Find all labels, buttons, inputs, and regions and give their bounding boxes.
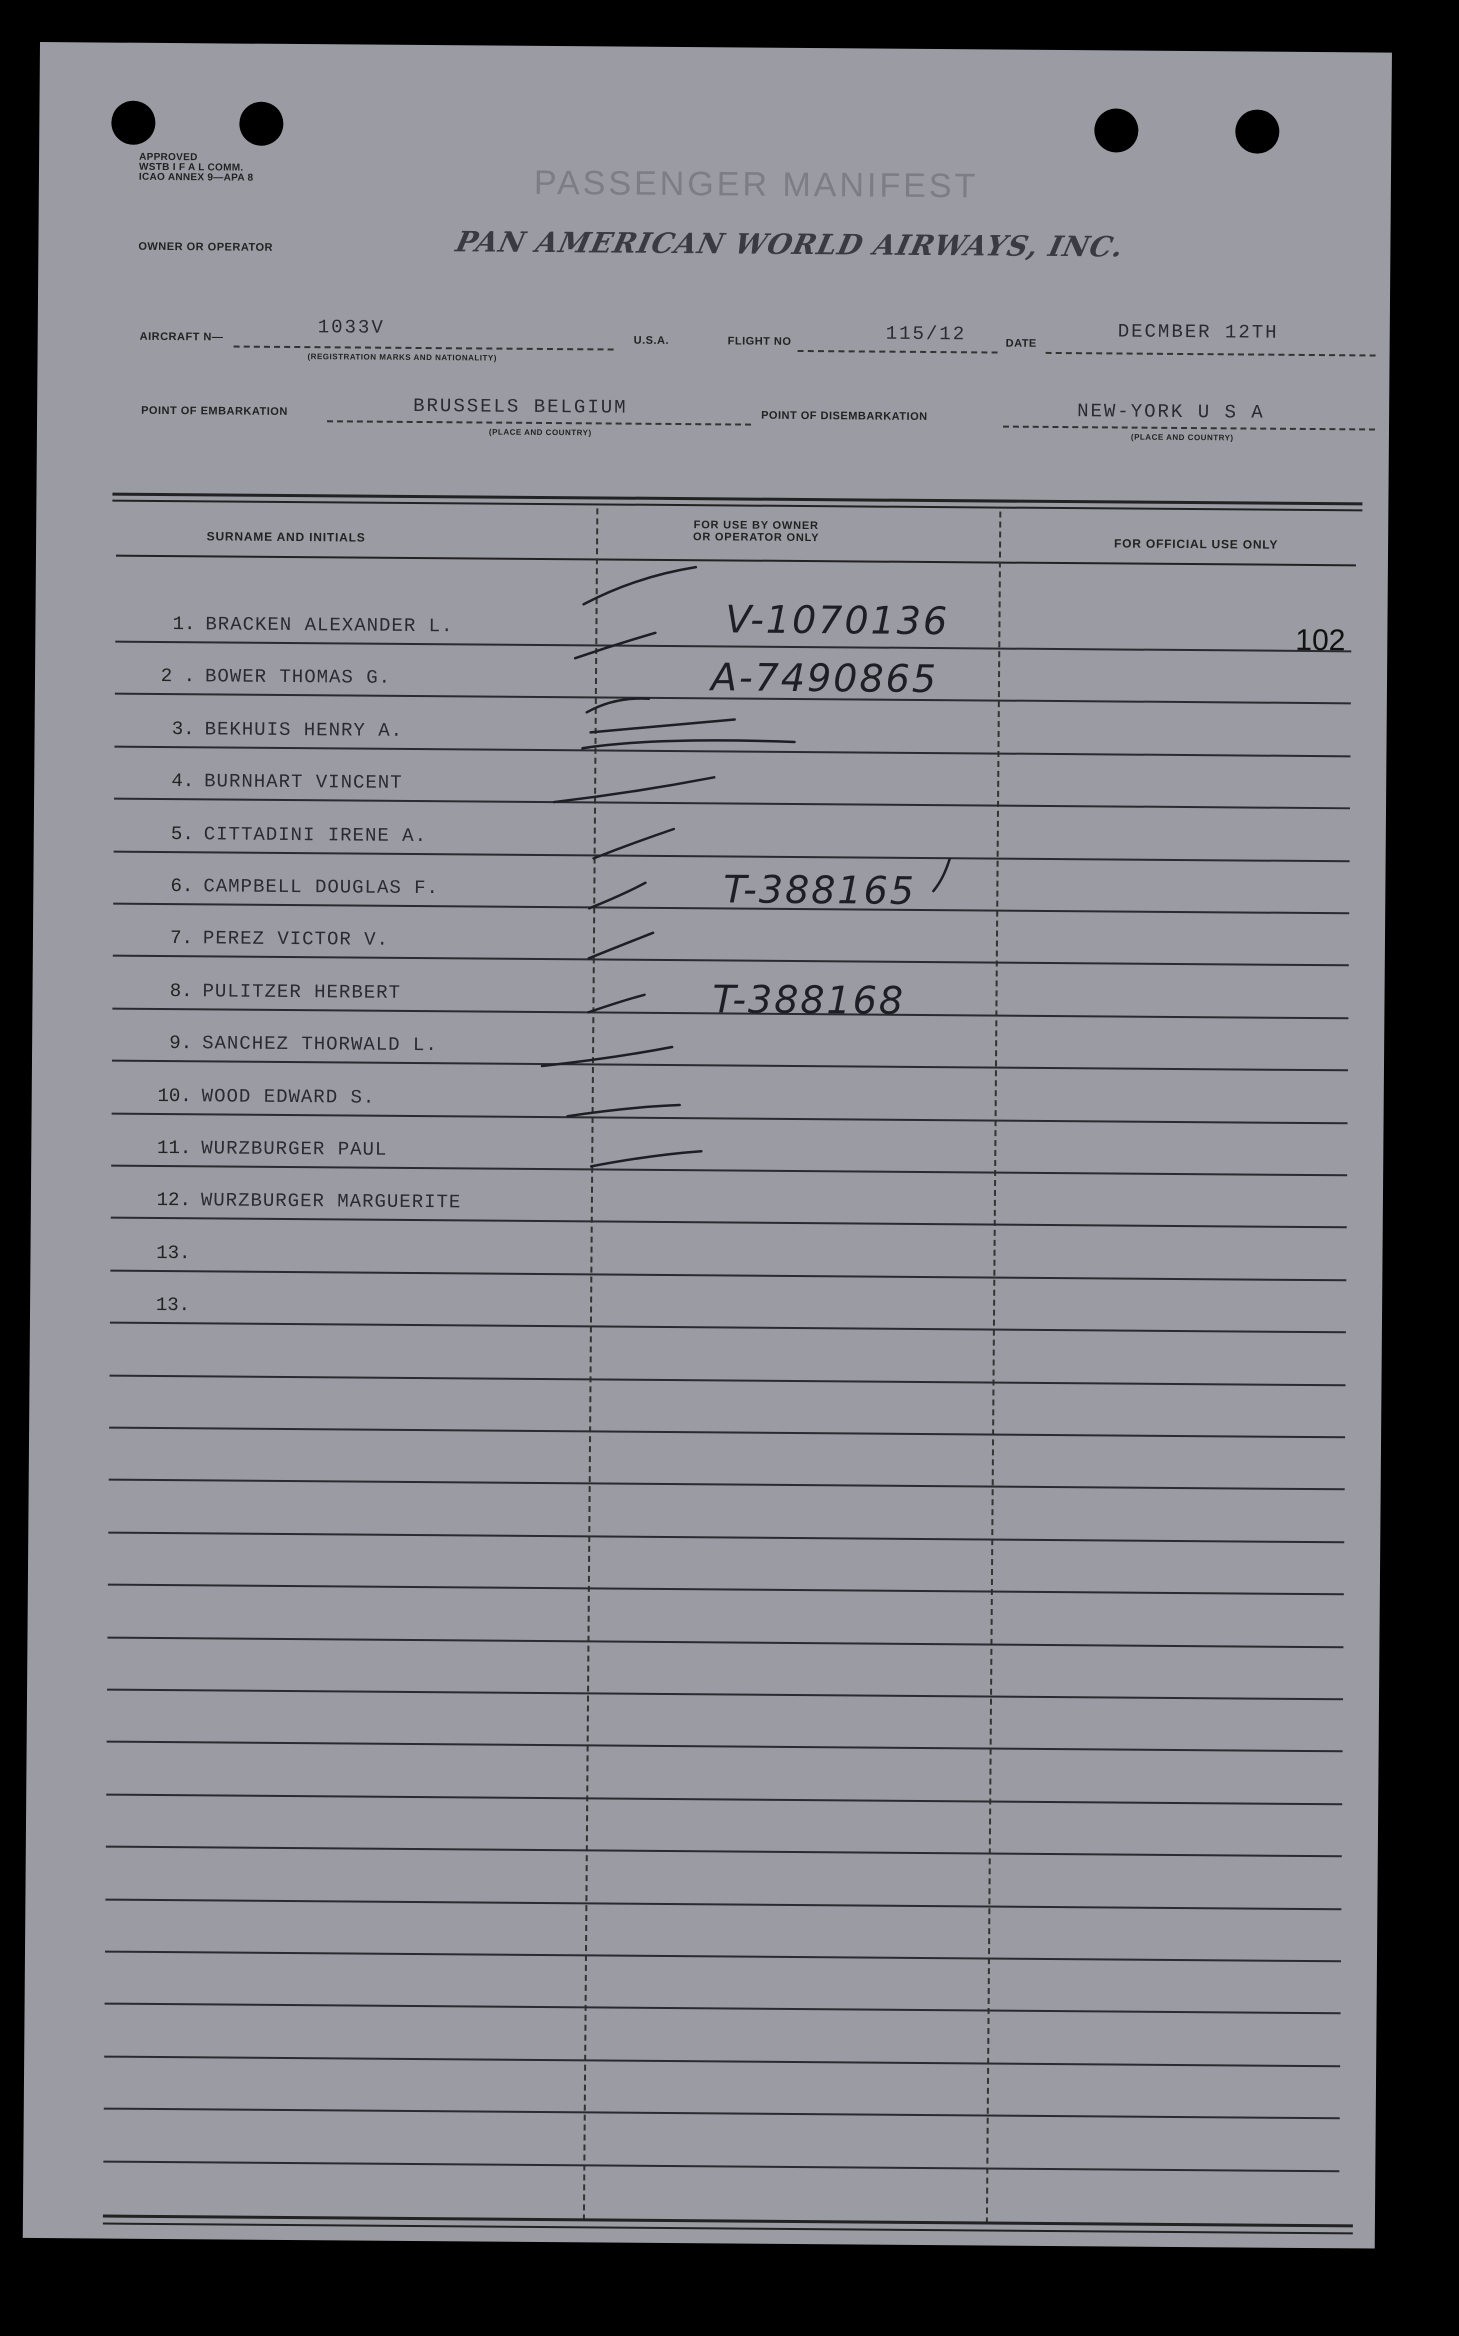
official-entry: 102 <box>1295 623 1346 658</box>
passenger-number: 11. <box>157 1136 192 1160</box>
passenger-name: BEKHUIS HENRY A. <box>204 718 404 742</box>
place-caption: (PLACE AND COUNTRY) <box>488 427 592 438</box>
passenger-number: 7. <box>170 927 194 950</box>
passenger-number: 6. <box>170 875 194 898</box>
aircraft-number: 1033V <box>317 316 385 339</box>
form-title: PASSENGER MANIFEST <box>533 163 979 206</box>
passenger-name: PULITZER HERBERT <box>202 980 402 1004</box>
passenger-number: 13. <box>155 1294 191 1317</box>
passenger-number: 10. <box>157 1084 192 1107</box>
passenger-name: WURZBURGER MARGUERITE <box>200 1189 462 1214</box>
passenger-number: 12. <box>156 1189 191 1212</box>
embarkation-label: POINT OF EMBARKATION <box>141 404 288 418</box>
date-label: DATE <box>1005 337 1037 350</box>
passenger-name: WOOD EDWARD S. <box>201 1084 376 1109</box>
passenger-name: BOWER THOMAS G. <box>204 665 392 690</box>
usa-label: U.S.A. <box>633 334 670 347</box>
handwritten-entry: V-1070136 <box>725 597 950 644</box>
passenger-name: PEREZ VICTOR V. <box>202 927 390 952</box>
passenger-number: 2 . <box>160 665 196 688</box>
registration-caption: (REGISTRATION MARKS AND NATIONALITY) <box>307 352 497 363</box>
passenger-number: 8. <box>169 979 193 1003</box>
handwritten-entry: T-388165 <box>723 867 917 913</box>
disembarkation-label: POINT OF DISEMBARKATION <box>761 409 928 423</box>
passenger-number: 3. <box>171 717 195 741</box>
col-owner-line: OR OPERATOR ONLY <box>692 531 820 545</box>
owner-label: OWNER OR OPERATOR <box>138 240 274 254</box>
flight-number: 115/12 <box>885 322 967 346</box>
col-surname: SURNAME AND INITIALS <box>206 529 366 545</box>
passenger-name: CITTADINI IRENE A. <box>203 822 428 847</box>
embarkation-value: BRUSSELS BELGIUM <box>413 394 628 419</box>
approval-line: ICAO ANNEX 9—APA 8 <box>138 171 254 184</box>
manifest-page <box>23 42 1392 2249</box>
flight-no-label: FLIGHT NO <box>727 335 792 348</box>
airline-name: PAN AMERICAN WORLD AIRWAYS, INC. <box>452 225 1128 264</box>
passenger-number: 13. <box>156 1241 191 1265</box>
check-strokes <box>23 42 1392 2249</box>
passenger-name: CAMPBELL DOUGLAS F. <box>203 875 440 900</box>
place-caption: (PLACE AND COUNTRY) <box>1130 432 1234 443</box>
passenger-number: 1. <box>172 613 196 636</box>
handwritten-entry: A-7490865 <box>710 655 939 702</box>
passenger-name: BRACKEN ALEXANDER L. <box>205 613 454 638</box>
col-owner-line: FOR USE BY OWNER <box>693 519 819 533</box>
aircraft-label: AIRCRAFT N— <box>139 330 224 344</box>
flight-date: DECMBER 12TH <box>1117 320 1279 344</box>
col-official: FOR OFFICIAL USE ONLY <box>1113 536 1279 552</box>
passenger-name: WURZBURGER PAUL <box>201 1137 388 1161</box>
passenger-number: 4. <box>171 770 195 793</box>
passenger-name: SANCHEZ THORWALD L. <box>202 1032 438 1057</box>
passenger-name: BURNHART VINCENT <box>204 770 403 795</box>
passenger-number: 9. <box>169 1032 193 1055</box>
handwritten-entry: T-388168 <box>712 977 906 1023</box>
approval-line: APPROVED <box>139 151 198 164</box>
disembarkation-value: NEW-YORK U S A <box>1077 400 1265 424</box>
passenger-number: 5. <box>170 822 194 845</box>
approval-line: WSTB I F A L COMM. <box>138 161 244 174</box>
